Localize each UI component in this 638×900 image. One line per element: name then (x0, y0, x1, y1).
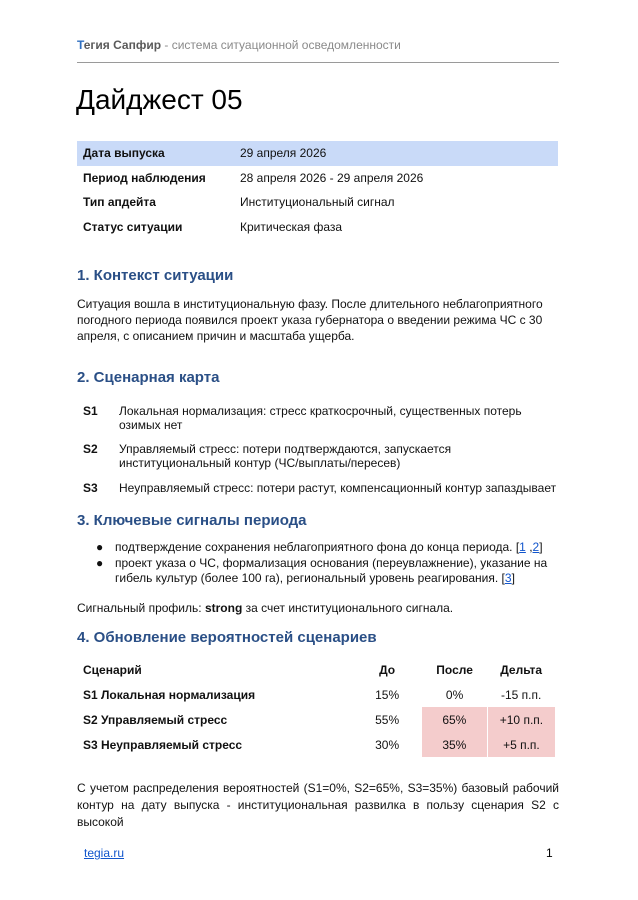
scenario-text: Локальная нормализация: стресс краткосрочный, существенных потерь озимых нет (119, 404, 522, 432)
section-4-heading: 4. Обновление вероятностей сценариев (77, 629, 377, 646)
section-1-heading: 1. Контекст ситуации (77, 267, 234, 284)
section-1-text: Ситуация вошла в институциональную фазу. После длительного неблагоприятного погодного периода появился проект указа губернатора о введении режима ЧС с 30 апреля, с описанием причин и масштаба ущерба. (77, 297, 543, 343)
scenario-text: Управляемый стресс: потери подтверждаются, запускается институциональный контур (ЧС/выплаты/пересев) (119, 442, 452, 470)
page-title: Дайджест 05 (76, 84, 243, 115)
bullet-text: проект указа о ЧС, формализация основания (переувлажнение), указание на гибель культур (более 100 га), региональный уровень реагирования. [ (115, 555, 548, 585)
meta-row-status (77, 215, 558, 240)
value-delta: -15 п.п. (501, 687, 542, 702)
meta-key: Период наблюдения (83, 170, 206, 185)
signals-list (77, 540, 559, 587)
header-subtitle: - система ситуационной осведомленности (161, 38, 401, 52)
column-header-delta: Дельта (500, 662, 543, 677)
scenario-name: S2 Управляемый стресс (83, 712, 228, 727)
list-item (77, 540, 559, 556)
column-header-scenario: Сценарий (83, 662, 142, 677)
brand-initial: Т (77, 38, 84, 52)
meta-row-release-date (77, 141, 558, 166)
scenario-name: S1 Локальная нормализация (83, 687, 256, 702)
table-row (77, 682, 555, 707)
reference-link-3[interactable]: 3 (504, 571, 512, 585)
value-after: 35% (422, 732, 488, 757)
scenario-name: S3 Неуправляемый стресс (83, 737, 243, 752)
value-after: 0% (445, 687, 464, 702)
bracket-close: ] (511, 571, 515, 585)
probability-table (77, 657, 555, 757)
column-header-before: До (379, 662, 396, 677)
value-before: 30% (375, 737, 400, 752)
value-before: 15% (375, 687, 400, 702)
profile-suffix: за счет институционального сигнала. (242, 601, 454, 615)
scenario-code: S2 (83, 442, 98, 456)
value-before: 55% (375, 712, 400, 727)
table-row (77, 707, 555, 732)
bracket-close: ] (539, 540, 543, 554)
value-after: 65% (422, 707, 488, 732)
bullet-text: подтверждение сохранения неблагоприятного фона до конца периода. [ (115, 540, 520, 554)
meta-row-update-type (77, 190, 558, 215)
section-2-heading: 2. Сценарная карта (77, 369, 220, 386)
column-header-after: После (436, 662, 473, 677)
reference-link-2[interactable]: 2 (532, 540, 540, 554)
meta-value: Институциональный сигнал (240, 195, 395, 210)
header-divider (77, 62, 559, 63)
value-delta: +5 п.п. (487, 732, 555, 757)
conclusion-text: С учетом распределения вероятностей (S1=0%, S2=65%, S3=35%) базовый рабочий контур на дату выпуска - институциональная развилка в пользу сценария S2 с высокой (77, 781, 559, 829)
meta-row-period (77, 166, 558, 191)
profile-value: strong (204, 601, 243, 615)
meta-value: 28 апреля 2026 - 29 апреля 2026 (240, 170, 424, 185)
bullet-icon: ● (96, 555, 104, 570)
reference-link-1[interactable]: 1 (519, 540, 526, 554)
meta-table (77, 141, 558, 239)
scenario-text: Неуправляемый стресс: потери растут, компенсационный контур запаздывает (119, 481, 557, 495)
scenario-code: S3 (83, 481, 98, 495)
footer-site-link[interactable]: tegia.ru (84, 846, 125, 860)
brand-rest: егия Сапфир (83, 38, 162, 52)
signal-profile (77, 600, 559, 616)
value-delta: +10 п.п. (487, 707, 555, 732)
section-3-heading: 3. Ключевые сигналы периода (77, 512, 307, 529)
scenario-code: S1 (83, 404, 98, 418)
table-row (77, 732, 555, 757)
page-number: 1 (546, 846, 553, 860)
document-header (77, 38, 401, 52)
list-item (77, 556, 559, 587)
meta-key: Тип апдейта (83, 195, 156, 210)
profile-label: Сигнальный профиль: (77, 601, 205, 615)
meta-key: Статус ситуации (83, 219, 183, 234)
meta-value: 29 апреля 2026 (234, 141, 558, 166)
brand-name (77, 38, 161, 52)
reference-separator: , (525, 540, 533, 554)
table-header-row (77, 657, 555, 682)
bullet-icon: ● (96, 540, 104, 554)
meta-value: Критическая фаза (240, 219, 343, 234)
meta-key: Дата выпуска (77, 141, 234, 166)
